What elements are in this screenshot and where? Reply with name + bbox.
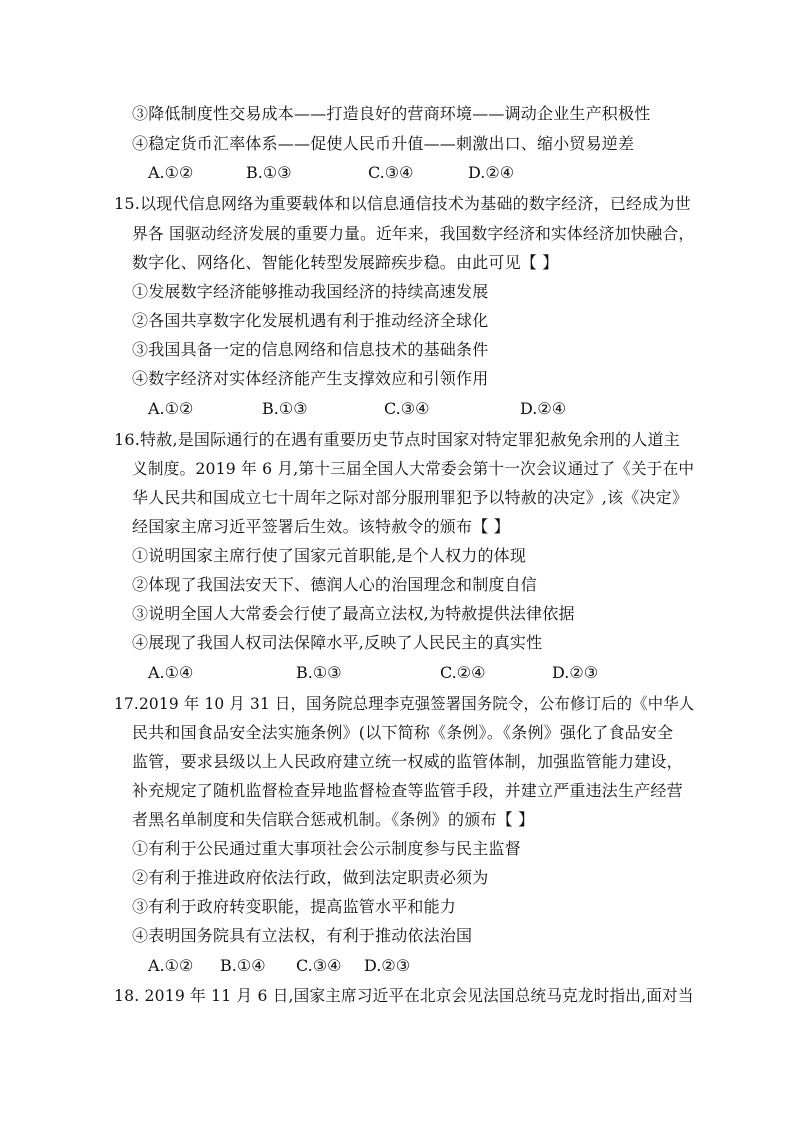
- q17-item-4: ④表明国务院具有立法权，有利于推动依法治国: [132, 926, 473, 945]
- q16-item-4: ④展现了我国人权司法保障水平,反映了人民民主的真实性: [132, 633, 543, 652]
- q16-item-3: ③说明全国人大常委会行使了最高立法权,为特赦提供法律依据: [132, 604, 575, 623]
- q17-option-c: C.③④: [296, 956, 342, 975]
- q15-item-4: ④数字经济对实体经济能产生支撑效应和引领作用: [132, 369, 489, 388]
- q15-item-2: ②各国共享数字化发展机遇有利于推动经济全球化: [132, 311, 489, 330]
- q18-stem-line-1: 18. 2019 年 11 月 6 日,国家主席习近平在北京会见法国总统马克龙时指出,面对当: [114, 986, 694, 1005]
- q17-item-3: ③有利于政府转变职能，提高监管水平和能力: [132, 897, 457, 916]
- q14-option-c: C.③④: [368, 163, 414, 182]
- q15-stem-line-3: 数字化、网络化、智能化转型发展蹄疾步稳。由此可见【 】: [132, 253, 559, 272]
- q16-stem-line-4: 经国家主席习近平签署后生效。该特赦令的颁布【 】: [132, 517, 510, 536]
- q15-option-b: B.①③: [262, 399, 308, 418]
- q14-option-d: D.②④: [468, 163, 515, 182]
- q14-item-4: ④稳定货币汇率体系——促使人民币升值——刺激出口、缩小贸易逆差: [132, 134, 635, 153]
- q15-option-a: A.①②: [148, 399, 194, 418]
- q15-item-3: ③我国具备一定的信息网络和信息技术的基础条件: [132, 340, 489, 359]
- q15-item-1: ①发展数字经济能够推动我国经济的持续高速发展: [132, 282, 489, 301]
- q17-item-2: ②有利于推进政府依法行政，做到法定职责必须为: [132, 868, 489, 887]
- q15-stem-line-2: 界各 国驱动经济发展的重要力量。近年来，我国数字经济和实体经济加快融合，: [132, 224, 695, 243]
- q17-option-a: A.①②: [148, 956, 194, 975]
- q16-option-c: C.②④: [440, 663, 486, 682]
- q17-option-d: D.②③: [364, 956, 411, 975]
- q16-option-d: D.②③: [552, 663, 599, 682]
- q17-stem-line-2: 民共和国食品安全法实施条例》(以下简称《条例》。《条例》强化了食品安全: [132, 723, 674, 742]
- q14-option-b: B.①③: [246, 163, 292, 182]
- q14-item-3: ③降低制度性交易成本——打造良好的营商环境——调动企业生产积极性: [132, 104, 651, 123]
- q17-stem-line-3: 监管，要求县级以上人民政府建立统一权威的监管体制，加强监管能力建设，: [132, 752, 683, 771]
- q15-option-c: C.③④: [384, 399, 430, 418]
- q16-stem-line-3: 华人民共和国成立七十周年之际对部分服刑罪犯予以特赦的决定》,该《决定》: [132, 488, 689, 507]
- q17-stem-line-4: 补充规定了随机监督检查异地监督检查等监管手段，并建立严重违法生产经营: [132, 781, 683, 800]
- q15-option-d: D.②④: [520, 399, 567, 418]
- q16-item-1: ①说明国家主席行使了国家元首职能,是个人权力的体现: [132, 546, 527, 565]
- q17-item-1: ①有利于公民通过重大事项社会公示制度参与民主监督: [132, 839, 521, 858]
- q17-stem-line-1: 17.2019 年 10 月 31 日，国务院总理李克强签署国务院令，公布修订后的《中华人: [114, 694, 695, 713]
- q14-option-a: A.①②: [148, 163, 194, 182]
- q16-stem-line-1: 16.特赦,是国际通行的在遇有重要历史节点时国家对特定罪犯赦免余刑的人道主: [114, 430, 680, 449]
- q16-stem-line-2: 义制度。2019 年 6 月,第十三届全国人大常委会第十一次会议通过了《关于在中: [132, 459, 695, 478]
- q17-option-b: B.①④: [220, 956, 266, 975]
- q16-option-a: A.①④: [148, 663, 194, 682]
- q17-stem-line-5: 者黑名单制度和失信联合惩戒机制。《条例》的颁布【 】: [132, 810, 535, 829]
- q16-item-2: ②体现了我国法安天下、德润人心的治国理念和制度自信: [132, 575, 538, 594]
- q16-option-b: B.①③: [296, 663, 342, 682]
- q15-stem-line-1: 15.以现代信息网络为重要载体和以信息通信技术为基础的数字经济，已经成为世: [114, 194, 691, 213]
